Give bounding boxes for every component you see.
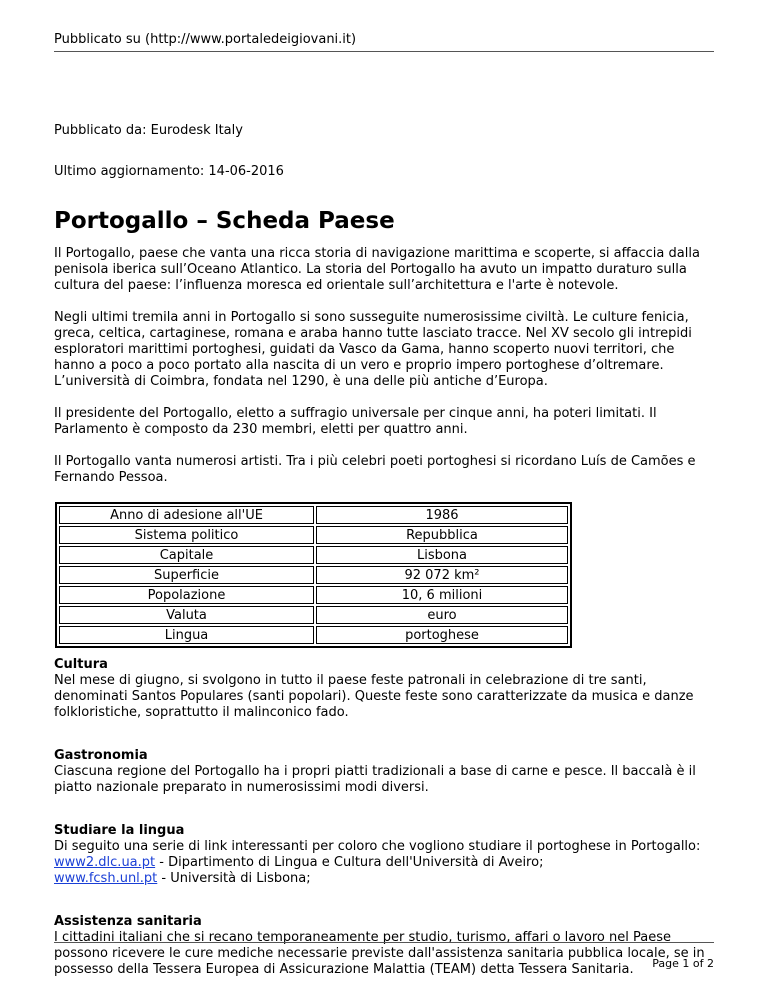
fact-label: Lingua xyxy=(59,626,314,644)
section-heading: Studiare la lingua xyxy=(54,823,185,838)
intro-paragraph: Il Portogallo, paese che vanta una ricca storia di navigazione marittima e scoperte, si affaccia dalla penisola iberica sull’Oceano Atlantico. La storia del Portogallo ha avuto un impatto duraturo sulla cultura del paese: l’influenza moresca ed orientale sull’architettura e l'arte è notevole. xyxy=(54,246,700,293)
section-text: Nel mese di giugno, si svolgono in tutto il paese feste patronali in celebrazione di tre santi, denominati Santos Populares (santi popolari). Queste feste sono caratterizzate da musica e danze folkloristiche, soprattutto il malinconico fado. xyxy=(54,673,694,720)
fact-value: euro xyxy=(316,606,568,624)
article-body xyxy=(54,246,714,1005)
fact-value: Repubblica xyxy=(316,526,568,544)
fact-label: Capitale xyxy=(59,546,314,564)
history-paragraph: Negli ultimi tremila anni in Portogallo si sono susseguite numerosissime civiltà. Le culture fenicia, greca, celtica, cartaginese, romana e araba hanno tutte lasciato tracce. Nel XV secolo gli intrepidi esploratori marittimi portoghesi, guidati da Vasco da Gama, hanno scoperto nuovi territori, che hanno a poco a poco portato alla nascita di un vero e proprio impero portoghese d’oltremare. L’università di Coimbra, fondata nel 1290, è una delle più antiche d’Europa. xyxy=(54,310,692,389)
fact-value: 92 072 km² xyxy=(316,566,568,584)
health-section xyxy=(54,914,714,978)
table-row xyxy=(59,546,568,564)
fact-value: 1986 xyxy=(316,506,568,524)
fact-label: Anno di adesione all'UE xyxy=(59,506,314,524)
header-divider xyxy=(54,51,714,52)
section-heading: Assistenza sanitaria xyxy=(54,914,202,929)
last-update: Ultimo aggiornamento: 14-06-2016 xyxy=(54,164,284,179)
table-row xyxy=(59,626,568,644)
table-row xyxy=(59,586,568,604)
fact-label: Valuta xyxy=(59,606,314,624)
published-on-header: Pubblicato su (http://www.portaledeigiovani.it) xyxy=(54,32,357,47)
table-row xyxy=(59,506,568,524)
aveiro-link[interactable]: www2.dlc.ua.pt xyxy=(54,855,156,870)
link-description: - Dipartimento di Lingua e Cultura dell'Università di Aveiro; xyxy=(155,855,544,870)
culture-section xyxy=(54,657,714,721)
gastronomy-section xyxy=(54,748,714,796)
fact-value: Lisbona xyxy=(316,546,568,564)
section-text: Di seguito una serie di link interessanti per coloro che vogliono studiare il portoghese in Portogallo: xyxy=(54,839,701,854)
published-by: Pubblicato da: Eurodesk Italy xyxy=(54,123,243,138)
fact-label: Sistema politico xyxy=(59,526,314,544)
politics-paragraph: Il presidente del Portogallo, eletto a suffragio universale per cinque anni, ha poteri limitati. Il Parlamento è composto da 230 membri, eletti per quattro anni. xyxy=(54,406,657,437)
lisbon-link[interactable]: www.fcsh.unl.pt xyxy=(54,871,158,886)
fact-value: 10, 6 milioni xyxy=(316,586,568,604)
table-row xyxy=(59,566,568,584)
table-row xyxy=(59,526,568,544)
section-text: Ciascuna regione del Portogallo ha i propri piatti tradizionali a base di carne e pesce. Il baccalà è il piatto nazionale preparato in numerosissimi modi diversi. xyxy=(54,764,696,795)
link-description: - Università di Lisbona; xyxy=(157,871,311,886)
fact-value: portoghese xyxy=(316,626,568,644)
link-line xyxy=(54,855,714,871)
footer-divider xyxy=(54,942,714,943)
link-line xyxy=(54,871,714,887)
facts-table xyxy=(55,502,572,648)
section-text: I cittadini italiani che si recano temporaneamente per studio, turismo, affari o lavoro nel Paese possono ricevere le cure mediche necessarie previste dall'assistenza sanitaria pubblica locale, se in possesso della Tessera Europea di Assicurazione Malattia (TEAM) detta Tessera Sanitaria. xyxy=(54,930,705,977)
page-number: Page 1 of 2 xyxy=(652,957,714,970)
fact-label: Superficie xyxy=(59,566,314,584)
table-row xyxy=(59,606,568,624)
artists-paragraph: Il Portogallo vanta numerosi artisti. Tra i più celebri poeti portoghesi si ricordano Luís de Camões e Fernando Pessoa. xyxy=(54,454,696,485)
page-title: Portogallo – Scheda Paese xyxy=(54,208,395,234)
section-heading: Gastronomia xyxy=(54,748,148,763)
fact-label: Popolazione xyxy=(59,586,314,604)
language-section xyxy=(54,823,714,887)
section-heading: Cultura xyxy=(54,657,108,672)
